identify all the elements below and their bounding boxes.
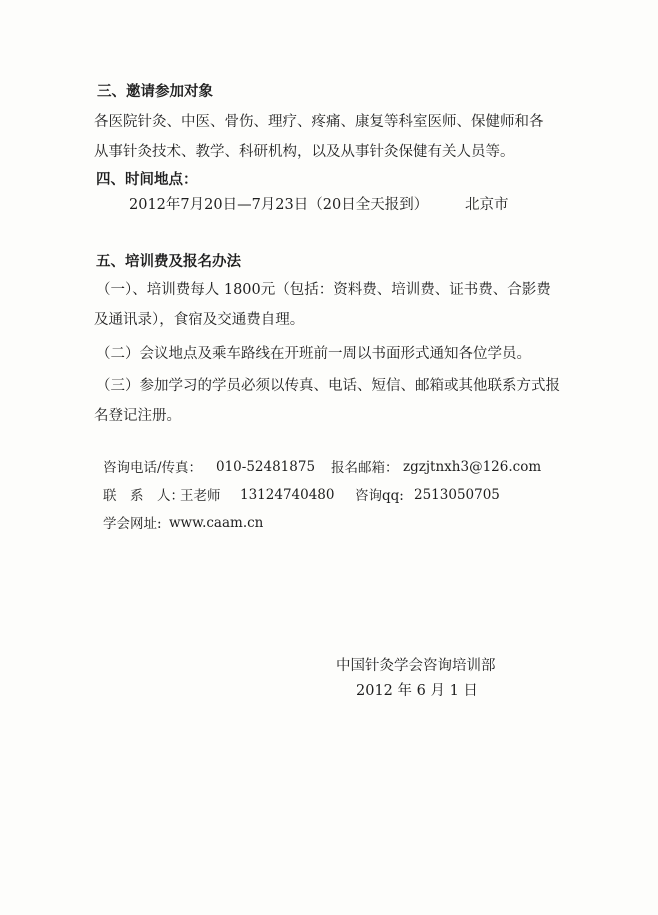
section5-item2: （二）会议地点及乘车路线在开班前一周以书面形式通知各位学员。 (96, 346, 531, 362)
section5-item1-line2: 及通讯录），食宿及交通费自理。 (94, 312, 305, 328)
section5-heading: 五、培训费及报名办法 (96, 254, 241, 270)
website-label: 学会网址: (103, 516, 162, 532)
section5-item1-line1: （一）、培训费每人 1800元（包括：资料费、培训费、证书费、合影费 (96, 282, 551, 298)
section5-item3-line1: （三）参加学习的学员必须以传真、电话、短信、邮箱或其他联系方式报 (96, 378, 560, 394)
section3-heading: 三、邀请参加对象 (97, 84, 213, 100)
signature-organization: 中国针灸学会咨询培训部 (336, 658, 496, 674)
person-label: 联 系 人： (103, 488, 184, 504)
section4-heading: 四、时间地点： (96, 172, 198, 188)
phone-value: 010-52481875 (216, 459, 316, 475)
section3-paragraph-line2: 从事针灸技术、教学、科研机构，以及从事针灸保健有关人员等。 (94, 144, 515, 160)
website-value: www.caam.cn (169, 515, 264, 531)
qq-label: 咨询qq: (355, 488, 404, 504)
email-value: zgzjtnxh3@126.com (403, 459, 542, 475)
section5-item3-line2: 名登记注册。 (94, 408, 181, 424)
section4-time: 2012年7月20日—7月23日（20日全天报到） (129, 197, 429, 213)
phone-label: 咨询电话/传真： (103, 460, 203, 476)
person-value: 王老师 (180, 488, 221, 504)
email-label: 报名邮箱： (331, 460, 399, 476)
qq-value: 2513050705 (414, 487, 500, 503)
section3-paragraph-line1: 各医院针灸、中医、骨伤、理疗、疼痛、康复等科室医师、保健师和各 (94, 114, 544, 130)
signature-date: 2012 年 6 月 1 日 (356, 683, 478, 699)
mobile-value: 13124740480 (240, 487, 335, 503)
section4-place: 北京市 (465, 197, 509, 213)
